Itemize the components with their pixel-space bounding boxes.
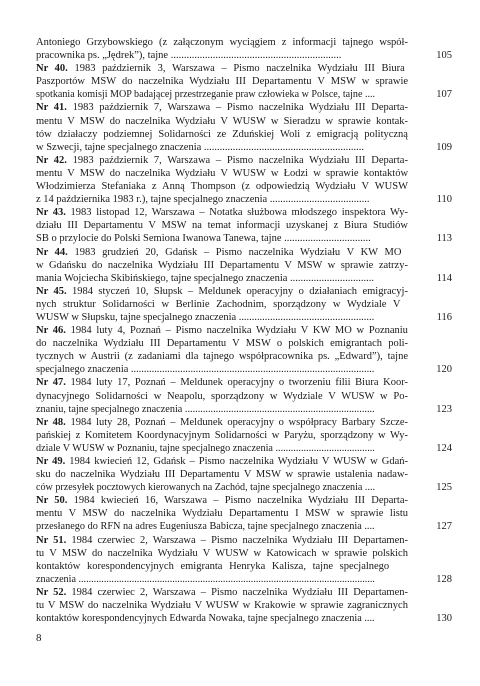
entry-text: Antoniego Grzybowskiego (z załączonym wyciągiem z informacji tajnego współ- xyxy=(36,37,408,48)
toc-line xyxy=(36,62,436,75)
entry-text: ców przesyłek pocztowych kierowanych na Zachód, tajne specjalnego znaczenia .... xyxy=(36,482,376,494)
toc-line xyxy=(36,455,436,468)
toc-line xyxy=(36,246,436,259)
entry-page-number: 113 xyxy=(436,233,452,245)
entry-number: Nr 51. xyxy=(36,534,67,546)
entry-page-number: 125 xyxy=(436,482,452,494)
toc-line xyxy=(36,219,436,232)
entry-text: 1983 październik 7, Warszawa – Pismo naczelnika Wydziału III Departa- xyxy=(66,154,408,166)
toc-line xyxy=(36,376,436,389)
entry-number: Nr 47. xyxy=(36,377,66,389)
toc-line xyxy=(36,49,452,62)
entry-text: 1984 czerwiec 2, Warszawa – Pismo naczelnika Wydziału III Departamen- xyxy=(66,534,408,546)
entry-text: działu III Departamentu V MSW na temat informacji uzyskanej z Biura Studiów xyxy=(36,220,408,232)
entry-page-number: 120 xyxy=(436,364,452,376)
entry-text: tu V MSW do naczelnika Wydziału V WUSW w Katowicach w sprawie polskich xyxy=(36,547,408,559)
entry-text: WUSW w Słupsku, tajne specjalnego znaczenia .................................................... xyxy=(36,311,375,323)
entry-text: 1983 październik 7, Warszawa – Pismo naczelnika Wydziału III Departa- xyxy=(66,102,408,114)
entry-text: dziale V WUSW w Poznaniu, tajne specjalnego znaczenia ....................................... xyxy=(36,442,375,454)
toc-line xyxy=(36,206,436,219)
toc-line xyxy=(36,534,436,547)
entry-text: 1984 kwiecień 16, Warszawa – Pismo naczelnika Wydziału III Departa- xyxy=(67,495,408,507)
entry-text: tu V MSW do naczelnika Wydziału V WUSW w Krakowie w sprawie zagranicznych xyxy=(36,600,408,612)
entry-text: Włodzimierza Stefaniaka z Anną Thompson (z odpowiedzią Wydziału V WUSW xyxy=(36,181,408,193)
entry-text: 1983 listopad 12, Warszawa – Notatka służbowa młodszego inspektora Wy- xyxy=(65,207,408,219)
entry-page-number: 107 xyxy=(436,89,452,101)
table-of-contents xyxy=(36,36,452,625)
toc-entry xyxy=(36,285,452,324)
toc-entry xyxy=(36,324,452,376)
entry-number: Nr 40. xyxy=(36,63,68,75)
toc-line xyxy=(36,324,436,337)
toc-entry xyxy=(36,494,452,533)
entry-text: do naczelnika Wydziału III Departamentu V MSW o polskich emigrantach poli- xyxy=(36,338,409,350)
entry-page-number: 114 xyxy=(436,272,452,284)
toc-entry xyxy=(36,534,452,586)
entry-text: w Gdańsku do naczelnika Wydziału III Departamentu V MSW w sprawie zatrzy- xyxy=(36,259,408,271)
entry-text: 1983 październik 3, Warszawa – Pismo naczelnika Wydziału III Biura xyxy=(67,63,405,75)
entry-page-number: 124 xyxy=(436,442,452,454)
entry-text: nych struktur Solidarności w Berlinie Zachodnim, sporządzony w Wydziale V xyxy=(36,298,401,310)
entry-text: przesłanego do RFN na adres Eugeniusza Babicza, tajne specjalnego znaczenia .... xyxy=(36,521,375,533)
toc-line xyxy=(36,442,452,455)
entry-number: Nr 49. xyxy=(36,456,66,467)
toc-entry xyxy=(36,154,452,206)
toc-line xyxy=(36,75,436,88)
toc-line xyxy=(36,481,452,494)
entry-number: Nr 46. xyxy=(36,325,66,337)
toc-line xyxy=(36,390,436,403)
entry-page-number: 130 xyxy=(436,613,452,625)
entry-text: specjalnego znaczenia .............................................................................................. xyxy=(36,364,375,376)
toc-line xyxy=(36,101,436,114)
toc-entry xyxy=(36,246,452,285)
entry-text: tycznych w Austrii (z zadaniami dla tajnego współpracownika ps. „Edward”), tajne xyxy=(36,351,408,363)
entry-number: Nr 43. xyxy=(36,207,66,219)
toc-line xyxy=(36,494,436,507)
toc-entry xyxy=(36,455,452,494)
toc-line xyxy=(36,337,436,350)
entry-text: Paszportów MSW do naczelnika Wydziału III Departamentu V MSW w sprawie xyxy=(36,76,409,88)
toc-line xyxy=(36,115,436,128)
entry-text: tów działaczy podziemnej Solidarności ze Zduńskiej Woli z emigracją polityczną xyxy=(36,128,408,140)
toc-entry xyxy=(36,36,452,62)
toc-line xyxy=(36,560,436,573)
entry-text: 1984 kwiecień 12, Gdańsk – Pismo naczelnika Wydziału V WUSW w Gdań- xyxy=(65,456,409,467)
toc-entry xyxy=(36,101,452,153)
toc-line xyxy=(36,193,452,206)
toc-entry xyxy=(36,62,452,101)
entry-page-number: 110 xyxy=(436,194,452,206)
entry-number: Nr 45. xyxy=(36,285,67,297)
toc-line xyxy=(36,272,452,285)
entry-text: pańskiej z Komitetem Koordynacyjnym Solidarności w Paryżu, sporządzony w Wy- xyxy=(36,429,408,441)
toc-line xyxy=(36,468,436,481)
toc-line xyxy=(36,36,436,49)
entry-text: SB o przylocie do Polski Semiona Iwanowa Tanewa, tajne ................................. xyxy=(36,233,371,245)
toc-line xyxy=(36,547,436,560)
entry-number: Nr 48. xyxy=(36,416,66,428)
toc-line xyxy=(36,403,452,416)
toc-entry xyxy=(36,416,452,455)
toc-line xyxy=(36,507,436,520)
entry-text: mania Wojciecha Skibińskiego, tajne specjalnego znaczenia ................................ xyxy=(36,272,375,284)
toc-line xyxy=(36,180,436,193)
toc-line xyxy=(36,232,452,245)
toc-line xyxy=(36,298,436,311)
toc-entry xyxy=(36,206,452,245)
entry-text: 1984 luty 28, Poznań – Meldunek operacyjny o współpracy Barbary Szcze- xyxy=(65,416,408,428)
entry-text: 1984 luty 17, Poznań – Meldunek operacyjny o tworzeniu filii Biura Koor- xyxy=(65,377,409,389)
entry-page-number: 128 xyxy=(436,573,452,585)
entry-number: Nr 52. xyxy=(36,586,67,598)
page-number: 8 xyxy=(36,632,42,644)
entry-text: kontaktów korespondencyjnych emigranta Henryka Kalisza, tajne specjalnego xyxy=(36,560,390,572)
entry-text: w Szwecji, tajne specjalnego znaczenia ............................................................. xyxy=(36,141,365,153)
toc-line xyxy=(36,167,436,180)
entry-text: 1983 grudzień 20, Gdańsk – Pismo naczelnika Wydziału V KW MO xyxy=(67,246,402,258)
toc-line xyxy=(36,612,452,625)
toc-line xyxy=(36,311,452,324)
entry-text: mentu V MSW do naczelnika Wydziału V WUSW w Sieradzu w sprawie kontak- xyxy=(36,115,409,127)
entry-text: 1984 luty 4, Poznań – Pismo naczelnika Wydziału V KW MO w Poznaniu xyxy=(65,325,408,337)
entry-page-number: 116 xyxy=(436,311,452,323)
toc-line xyxy=(36,599,436,612)
entry-text: mentu V MSW do naczelnika Wydziału V WUSW w Łodzi w sprawie kontaktów xyxy=(36,167,409,179)
entry-text: dynacyjnego Solidarności w Neapolu, sporządzony w Wydziale V WUSW w Po- xyxy=(36,390,408,402)
toc-line xyxy=(36,429,436,442)
entry-text: znaczenia ..................................................................................................................... xyxy=(36,573,375,585)
entry-page-number: 127 xyxy=(436,521,452,533)
toc-entry xyxy=(36,586,452,625)
entry-page-number: 105 xyxy=(436,50,452,62)
toc-line xyxy=(36,141,452,154)
toc-line xyxy=(36,520,452,533)
toc-entry xyxy=(36,376,452,415)
entry-text: spotkania komisji MOP badającej przestrzeganie praw człowieka w Polsce, tajne .... xyxy=(36,89,376,101)
entry-text: 1984 styczeń 10, Słupsk – Meldunek operacyjny o działaniach emigracyj- xyxy=(66,285,408,297)
entry-text: 1984 czerwiec 2, Warszawa – Pismo naczelnika Wydziału III Departamen- xyxy=(66,586,408,598)
toc-line xyxy=(36,350,436,363)
toc-line xyxy=(36,573,452,586)
entry-page-number: 123 xyxy=(436,403,452,415)
entry-page-number: 109 xyxy=(436,141,452,153)
entry-number: Nr 42. xyxy=(36,154,67,166)
toc-line xyxy=(36,285,436,298)
entry-number: Nr 41. xyxy=(36,102,67,114)
toc-line xyxy=(36,363,452,376)
toc-line xyxy=(36,259,436,272)
entry-number: Nr 44. xyxy=(36,246,68,258)
entry-text: sku do naczelnika Wydziału III Departamentu V MSW w sprawie ustalenia nadaw- xyxy=(36,469,409,481)
toc-line xyxy=(36,154,436,167)
entry-text: pracownika ps. „Jędrek”), tajne ................................................................. xyxy=(36,50,342,62)
entry-number: Nr 50. xyxy=(36,495,68,507)
entry-text: kontaktów korespondencyjnych Edwarda Nowaka, tajne specjalnego znaczenia .... xyxy=(36,613,375,625)
entry-text: znaniu, tajne specjalnego znaczenia .......................................................................... xyxy=(36,403,375,415)
toc-line xyxy=(36,128,436,141)
toc-line xyxy=(36,88,452,101)
entry-text: z 14 października 1983 r.), tajne specjalnego znaczenia ...................................... xyxy=(36,194,370,206)
toc-line xyxy=(36,586,436,599)
entry-text: mentu V MSW do naczelnika Wydziału Departamentu I MSW w sprawie listu xyxy=(36,508,409,520)
toc-line xyxy=(36,416,436,429)
